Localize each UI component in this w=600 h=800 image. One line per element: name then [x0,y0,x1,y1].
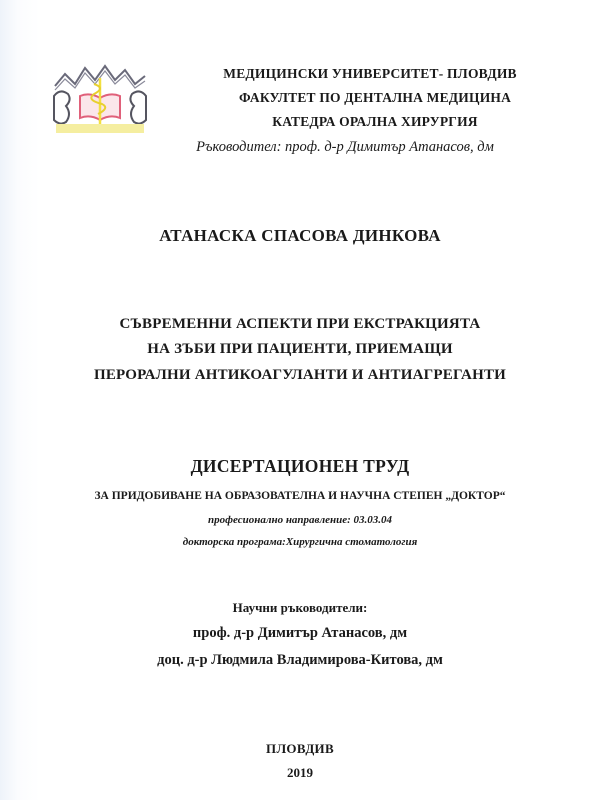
university-crest-icon [50,62,150,136]
department-head: Ръководител: проф. д-р Димитър Атанасов, дм [196,139,494,155]
city: ПЛОВДИВ [266,741,334,756]
department-name: КАТЕДРА ОРАЛНА ХИРУРГИЯ [272,114,478,129]
professional-field: професионално направление: 03.03.04 [207,514,393,526]
faculty-name: ФАКУЛТЕТ ПО ДЕНТАЛНА МЕДИЦИНА [238,90,512,105]
doctoral-program: докторска програма:Хирургична стоматология [182,536,418,548]
year: 2019 [287,765,313,780]
thesis-title-line: ПЕРОРАЛНИ АНТИКОАГУЛАНТИ И АНТИАГРЕГАНТИ [93,367,507,383]
university-name: МЕДИЦИНСКИ УНИВЕРСИТЕТ- ПЛОВДИВ [223,66,517,81]
supervisor-name: проф. д-р Димитър Атанасов, дм [192,625,408,641]
supervisors-label: Научни ръководители: [232,600,368,615]
author-name: АТАНАСКА СПАСОВА ДИНКОВА [159,226,441,245]
degree-purpose: ЗА ПРИДОБИВАНЕ НА ОБРАЗОВАТЕЛНА И НАУЧНА СТЕПЕН „ДОКТОР“ [94,490,506,502]
thesis-title-line: НА ЗЪБИ ПРИ ПАЦИЕНТИ, ПРИЕМАЩИ [147,341,453,357]
supervisor-name: доц. д-р Людмила Владимирова-Китова, дм [157,652,443,668]
dissertation-heading: ДИСЕРТАЦИОНЕН ТРУД [190,456,410,476]
thesis-title-line: СЪВРЕМЕННИ АСПЕКТИ ПРИ ЕКСТРАКЦИЯТА [119,316,481,332]
